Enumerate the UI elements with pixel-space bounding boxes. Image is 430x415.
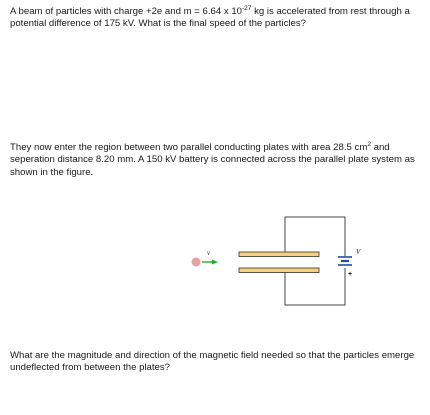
- battery-voltage-label: V: [356, 248, 361, 256]
- question-2-text: [10, 142, 422, 179]
- mass-exponent: -27: [242, 4, 252, 12]
- question-2-part-a: They now enter the region between two parallel conducting plates with area 28.5 cm: [10, 142, 368, 153]
- area-exponent: 2: [367, 140, 371, 148]
- particle-dot: [192, 258, 201, 267]
- velocity-label: v: [207, 249, 211, 257]
- question-1-part-b: kg is accelerated from rest through a potential difference of 175 kV. What is the final speed of the particles?: [10, 6, 410, 30]
- question-1-part-a: A beam of particles with charge +2e and m = 6.64 x 10: [10, 6, 242, 17]
- question-1-text: [10, 6, 422, 31]
- parallel-plate-figure: [190, 214, 380, 308]
- velocity-arrow: [202, 260, 218, 265]
- bottom-plate: [239, 268, 319, 273]
- battery-symbol: [338, 257, 352, 265]
- question-3-text: What are the magnitude and direction of the magnetic field needed so that the particles emerge undeflected from between the plates?: [10, 350, 415, 374]
- battery-plus-label: +: [348, 271, 353, 278]
- question-2-part-b: and seperation distance 8.20 mm. A 150 kV battery is connected across the parallel plate system as shown in the figure.: [10, 142, 415, 178]
- circuit-wire: [285, 217, 345, 305]
- top-plate: [239, 252, 319, 257]
